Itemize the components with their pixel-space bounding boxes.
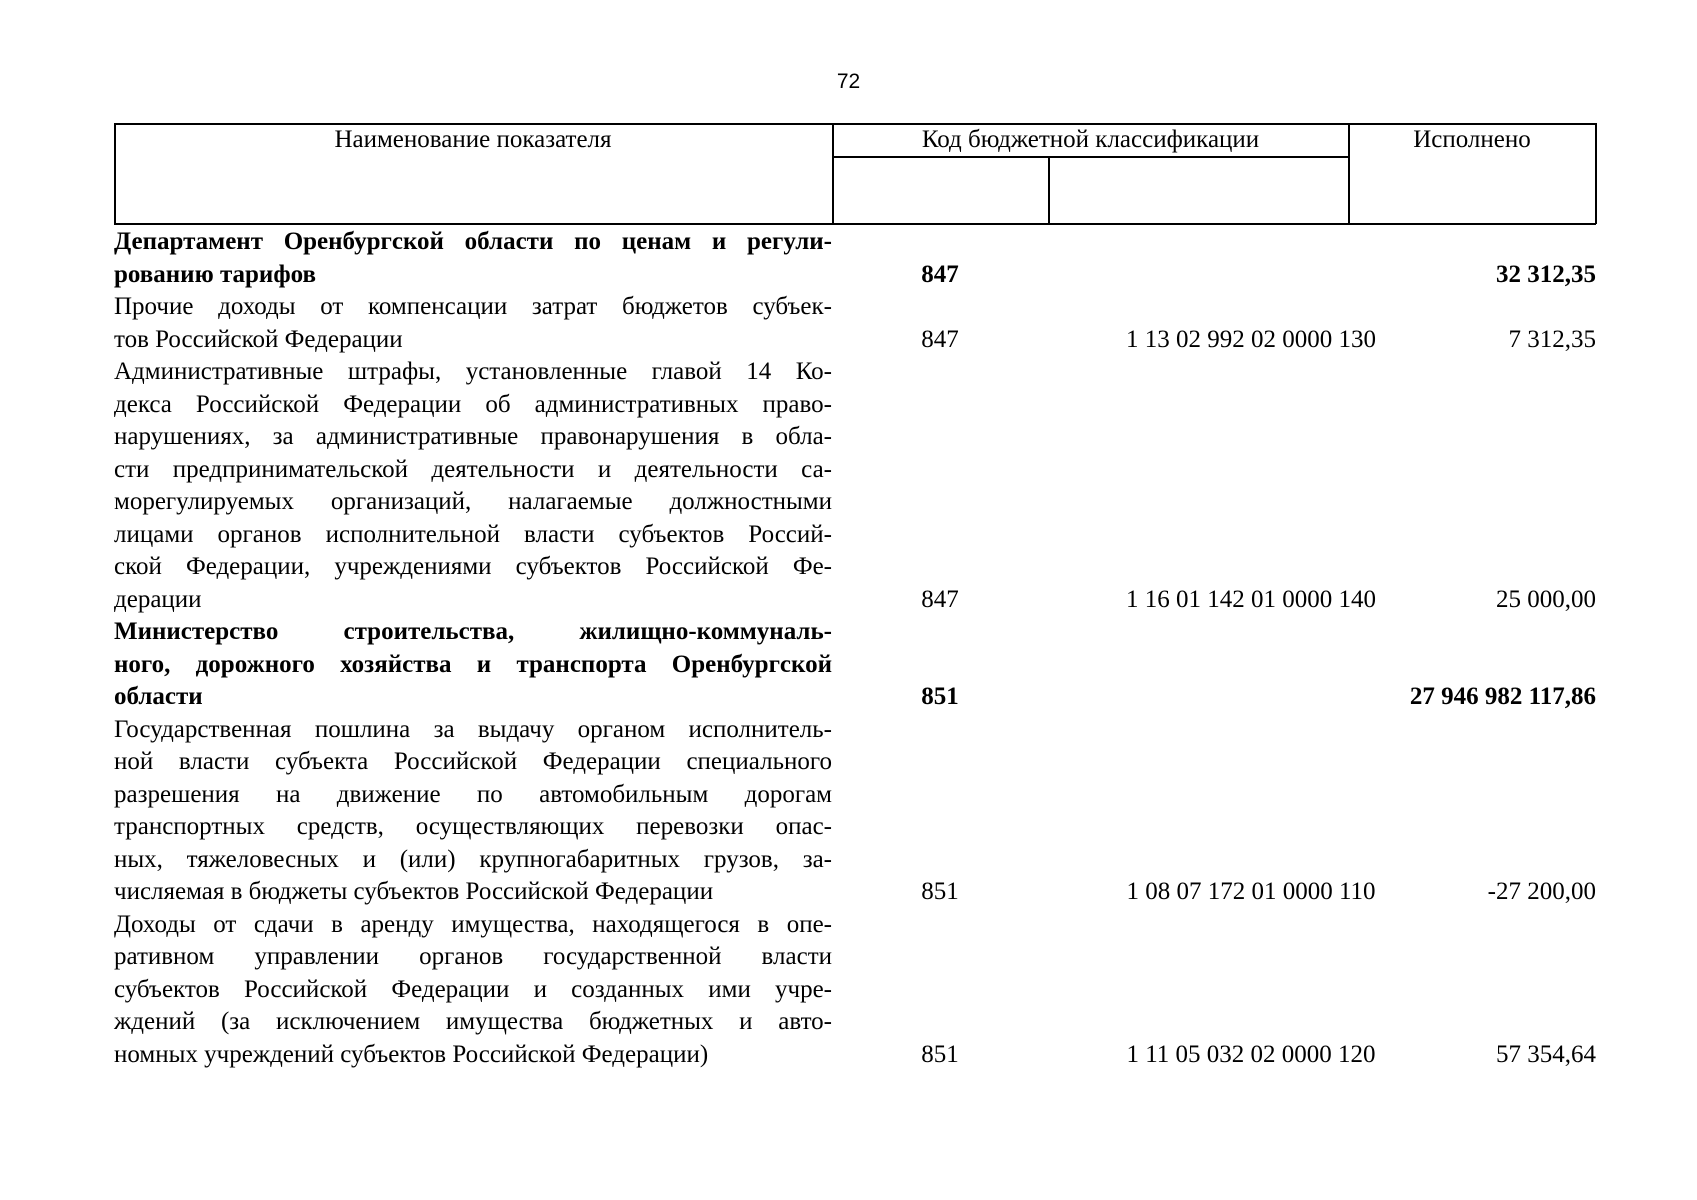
row-name-line: Административные штрафы, установленные главой 14 Ко- xyxy=(114,358,832,385)
row-name xyxy=(114,616,832,714)
row-name-line: Прочие доходы от компенсации затрат бюджетов субъек- xyxy=(114,293,832,320)
row-name-line: области xyxy=(114,683,203,710)
table-row xyxy=(114,291,1596,356)
header-border-bottom xyxy=(114,223,1596,225)
row-name-line: сти предпринимательской деятельности и деятельности са- xyxy=(114,455,832,483)
table-header xyxy=(114,123,1596,224)
row-name xyxy=(114,714,832,909)
row-name-line: декса Российской Федерации об административных право- xyxy=(114,390,832,418)
row-name-line: ской Федерации, учреждениями субъектов Российской Фе- xyxy=(114,553,832,580)
header-col-name: Наименование показателя xyxy=(334,126,612,153)
row-name xyxy=(114,909,832,1072)
row-name-line: номных учреждений субъектов Российской Федерации) xyxy=(114,1040,709,1068)
row-executed: -27 200,00 xyxy=(1487,878,1596,905)
row-name-line: транспортных средств, осуществляющих перевозки опас- xyxy=(114,813,832,840)
table-row xyxy=(114,226,1596,291)
row-admin-code: 847 xyxy=(921,585,959,613)
table-row xyxy=(114,356,1596,616)
row-name-line: Государственная пошлина за выдачу органом исполнитель- xyxy=(114,715,832,743)
row-name-line: ного, дорожного хозяйства и транспорта Оренбургской xyxy=(114,650,832,678)
row-name xyxy=(114,291,832,356)
row-kbk-code: 1 08 07 172 01 0000 110 xyxy=(1126,878,1376,905)
row-admin-code: 847 xyxy=(921,260,959,288)
row-admin-code: 851 xyxy=(921,683,959,710)
page-number: 72 xyxy=(836,70,861,93)
row-name-line: ративном управлении органов государственной власти xyxy=(114,943,832,970)
row-name xyxy=(114,226,832,291)
row-name-line: лицами органов исполнительной власти субъектов Россий- xyxy=(114,520,832,548)
header-divider-code-sub xyxy=(1048,156,1050,224)
row-kbk-code: 1 11 05 032 02 0000 120 xyxy=(1126,1040,1376,1068)
row-name-line: нарушениях, за административные правонарушения в обла- xyxy=(114,423,832,450)
row-admin-code: 851 xyxy=(921,1040,959,1068)
row-name-line: Министерство строительства, жилищно-коммуналь- xyxy=(114,618,832,645)
row-name-line: разрешения на движение по автомобильным дорогам xyxy=(114,780,832,808)
row-admin-code: 851 xyxy=(921,878,959,905)
header-col-code: Код бюджетной классификации xyxy=(921,126,1260,153)
row-name-line: ждений (за исключением имущества бюджетных и авто- xyxy=(114,1008,832,1035)
table-row xyxy=(114,616,1596,714)
table-row xyxy=(114,714,1596,909)
row-executed: 7 312,35 xyxy=(1508,325,1596,353)
header-code-underline xyxy=(832,156,1349,158)
row-executed: 27 946 982 117,86 xyxy=(1409,683,1596,710)
row-executed: 25 000,00 xyxy=(1496,585,1596,613)
row-kbk-code: 1 16 01 142 01 0000 140 xyxy=(1126,585,1376,613)
table-row xyxy=(114,909,1596,1072)
row-kbk-code: 1 13 02 992 02 0000 130 xyxy=(1126,325,1376,353)
row-name-line: рованию тарифов xyxy=(114,260,317,288)
row-name-line: субъектов Российской Федерации и созданных ими учре- xyxy=(114,975,832,1003)
row-name-line: дерации xyxy=(114,585,202,613)
row-name-line: морегулируемых организаций, налагаемые должностными xyxy=(114,488,832,515)
row-name-line: тов Российской Федерации xyxy=(114,325,403,353)
row-name-line: ной власти субъекта Российской Федерации специального xyxy=(114,748,832,775)
header-col-executed: Исполнено xyxy=(1413,126,1531,153)
row-executed: 57 354,64 xyxy=(1496,1040,1596,1068)
row-name-line: числяемая в бюджеты субъектов Российской Федерации xyxy=(114,878,714,905)
row-name xyxy=(114,356,832,616)
row-admin-code: 847 xyxy=(921,325,959,353)
row-executed: 32 312,35 xyxy=(1496,260,1596,288)
row-name-line: Департамент Оренбургской области по ценам и регули- xyxy=(114,228,832,255)
row-name-line: ных, тяжеловесных и (или) крупногабаритных грузов, за- xyxy=(114,845,832,873)
row-name-line: Доходы от сдачи в аренду имущества, находящегося в опе- xyxy=(114,910,832,938)
